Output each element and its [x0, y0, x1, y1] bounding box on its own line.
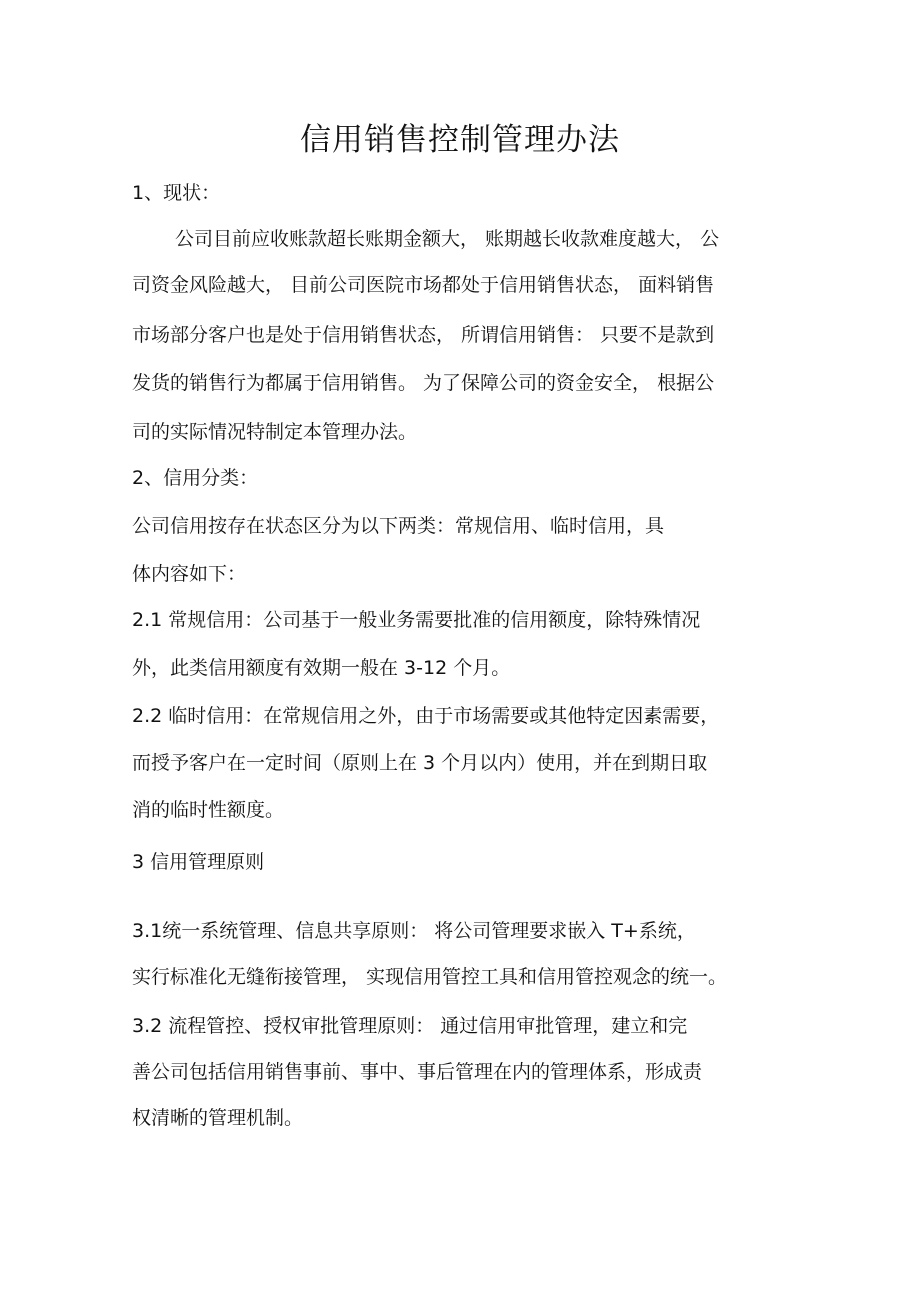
paragraph-line: 2.2 临时信用：在常规信用之外，由于市场需要或其他特定因素需要，	[132, 705, 720, 727]
paragraph-line: 公司信用按存在状态区分为以下两类：常规信用、临时信用，具	[132, 515, 665, 537]
paragraph-line: 体内容如下：	[132, 563, 247, 585]
section-2-heading: 2、信用分类：	[132, 467, 259, 489]
paragraph-line: 2.1 常规信用：公司基于一般业务需要批准的信用额度，除特殊情况	[132, 609, 701, 631]
paragraph-line: 司资金风险越大， 目前公司医院市场都处于信用销售状态， 面料销售	[132, 274, 715, 296]
paragraph-line: 消的临时性额度。	[132, 799, 285, 821]
paragraph-line: 3.2 流程管控、授权审批管理原则： 通过信用审批管理，建立和完	[132, 1015, 688, 1037]
paragraph-line: 3.1统一系统管理、信息共享原则： 将公司管理要求嵌入 T+系统，	[132, 920, 696, 942]
paragraph-line: 公司目前应收账款超长账期金额大， 账期越长收款难度越大， 公	[175, 228, 720, 250]
paragraph-line: 善公司包括信用销售事前、事中、事后管理在内的管理体系，形成责	[132, 1061, 703, 1083]
paragraph-line: 权清晰的管理机制。	[132, 1107, 304, 1129]
section-3-heading: 3 信用管理原则	[132, 851, 265, 873]
paragraph-line: 司的实际情况特制定本管理办法。	[132, 421, 418, 443]
paragraph-line: 发货的销售行为都属于信用销售。 为了保障公司的资金安全， 根据公	[132, 372, 715, 394]
paragraph-line: 而授予客户在一定时间（原则上在 3 个月以内）使用，并在到期日取	[132, 752, 708, 774]
document-title: 信用销售控制管理办法	[300, 122, 620, 158]
paragraph-line: 实行标准化无缝衔接管理， 实现信用管控工具和信用管控观念的统一。	[132, 966, 728, 988]
section-1-heading: 1、现状：	[132, 182, 221, 204]
paragraph-line: 市场部分客户也是处于信用销售状态， 所谓信用销售： 只要不是款到	[132, 324, 715, 346]
paragraph-line: 外，此类信用额度有效期一般在 3-12 个月。	[132, 657, 511, 679]
